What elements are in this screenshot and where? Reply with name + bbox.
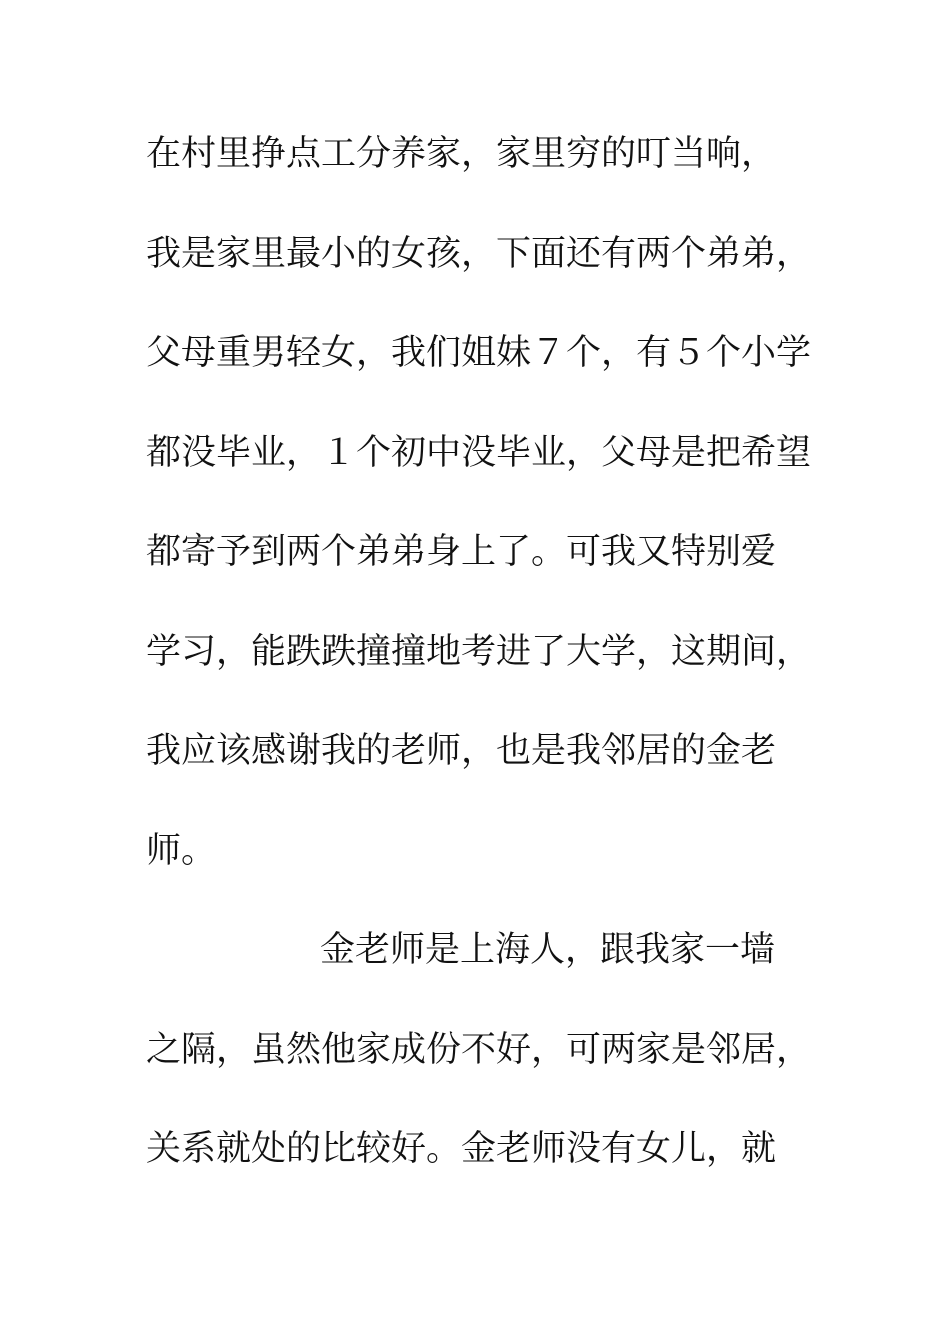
text-line-2: 我是家里最小的女孩，下面还有两个弟弟， <box>146 234 812 274</box>
text-line-8: 师。 <box>146 831 217 871</box>
text-line-1: 在村里挣点工分养家，家里穷的叮当响， <box>146 134 777 174</box>
text-line-7: 我应该感谢我的老师，也是我邻居的金老 <box>146 731 777 771</box>
text-line-6: 学习，能跌跌撞撞地考进了大学，这期间， <box>146 632 812 672</box>
paragraph-start-line: 金老师是上海人，跟我家一墙 <box>320 930 776 970</box>
text-line-3: 父母重男轻女，我们姐妹７个，有５个小学 <box>146 333 812 373</box>
text-line-5: 都寄予到两个弟弟身上了。可我又特别爱 <box>146 532 777 572</box>
text-line-11: 关系就处的比较好。金老师没有女儿，就 <box>146 1129 777 1169</box>
text-line-4: 都没毕业，１个初中没毕业，父母是把希望 <box>146 433 812 473</box>
text-line-10: 之隔，虽然他家成份不好，可两家是邻居， <box>146 1030 812 1070</box>
